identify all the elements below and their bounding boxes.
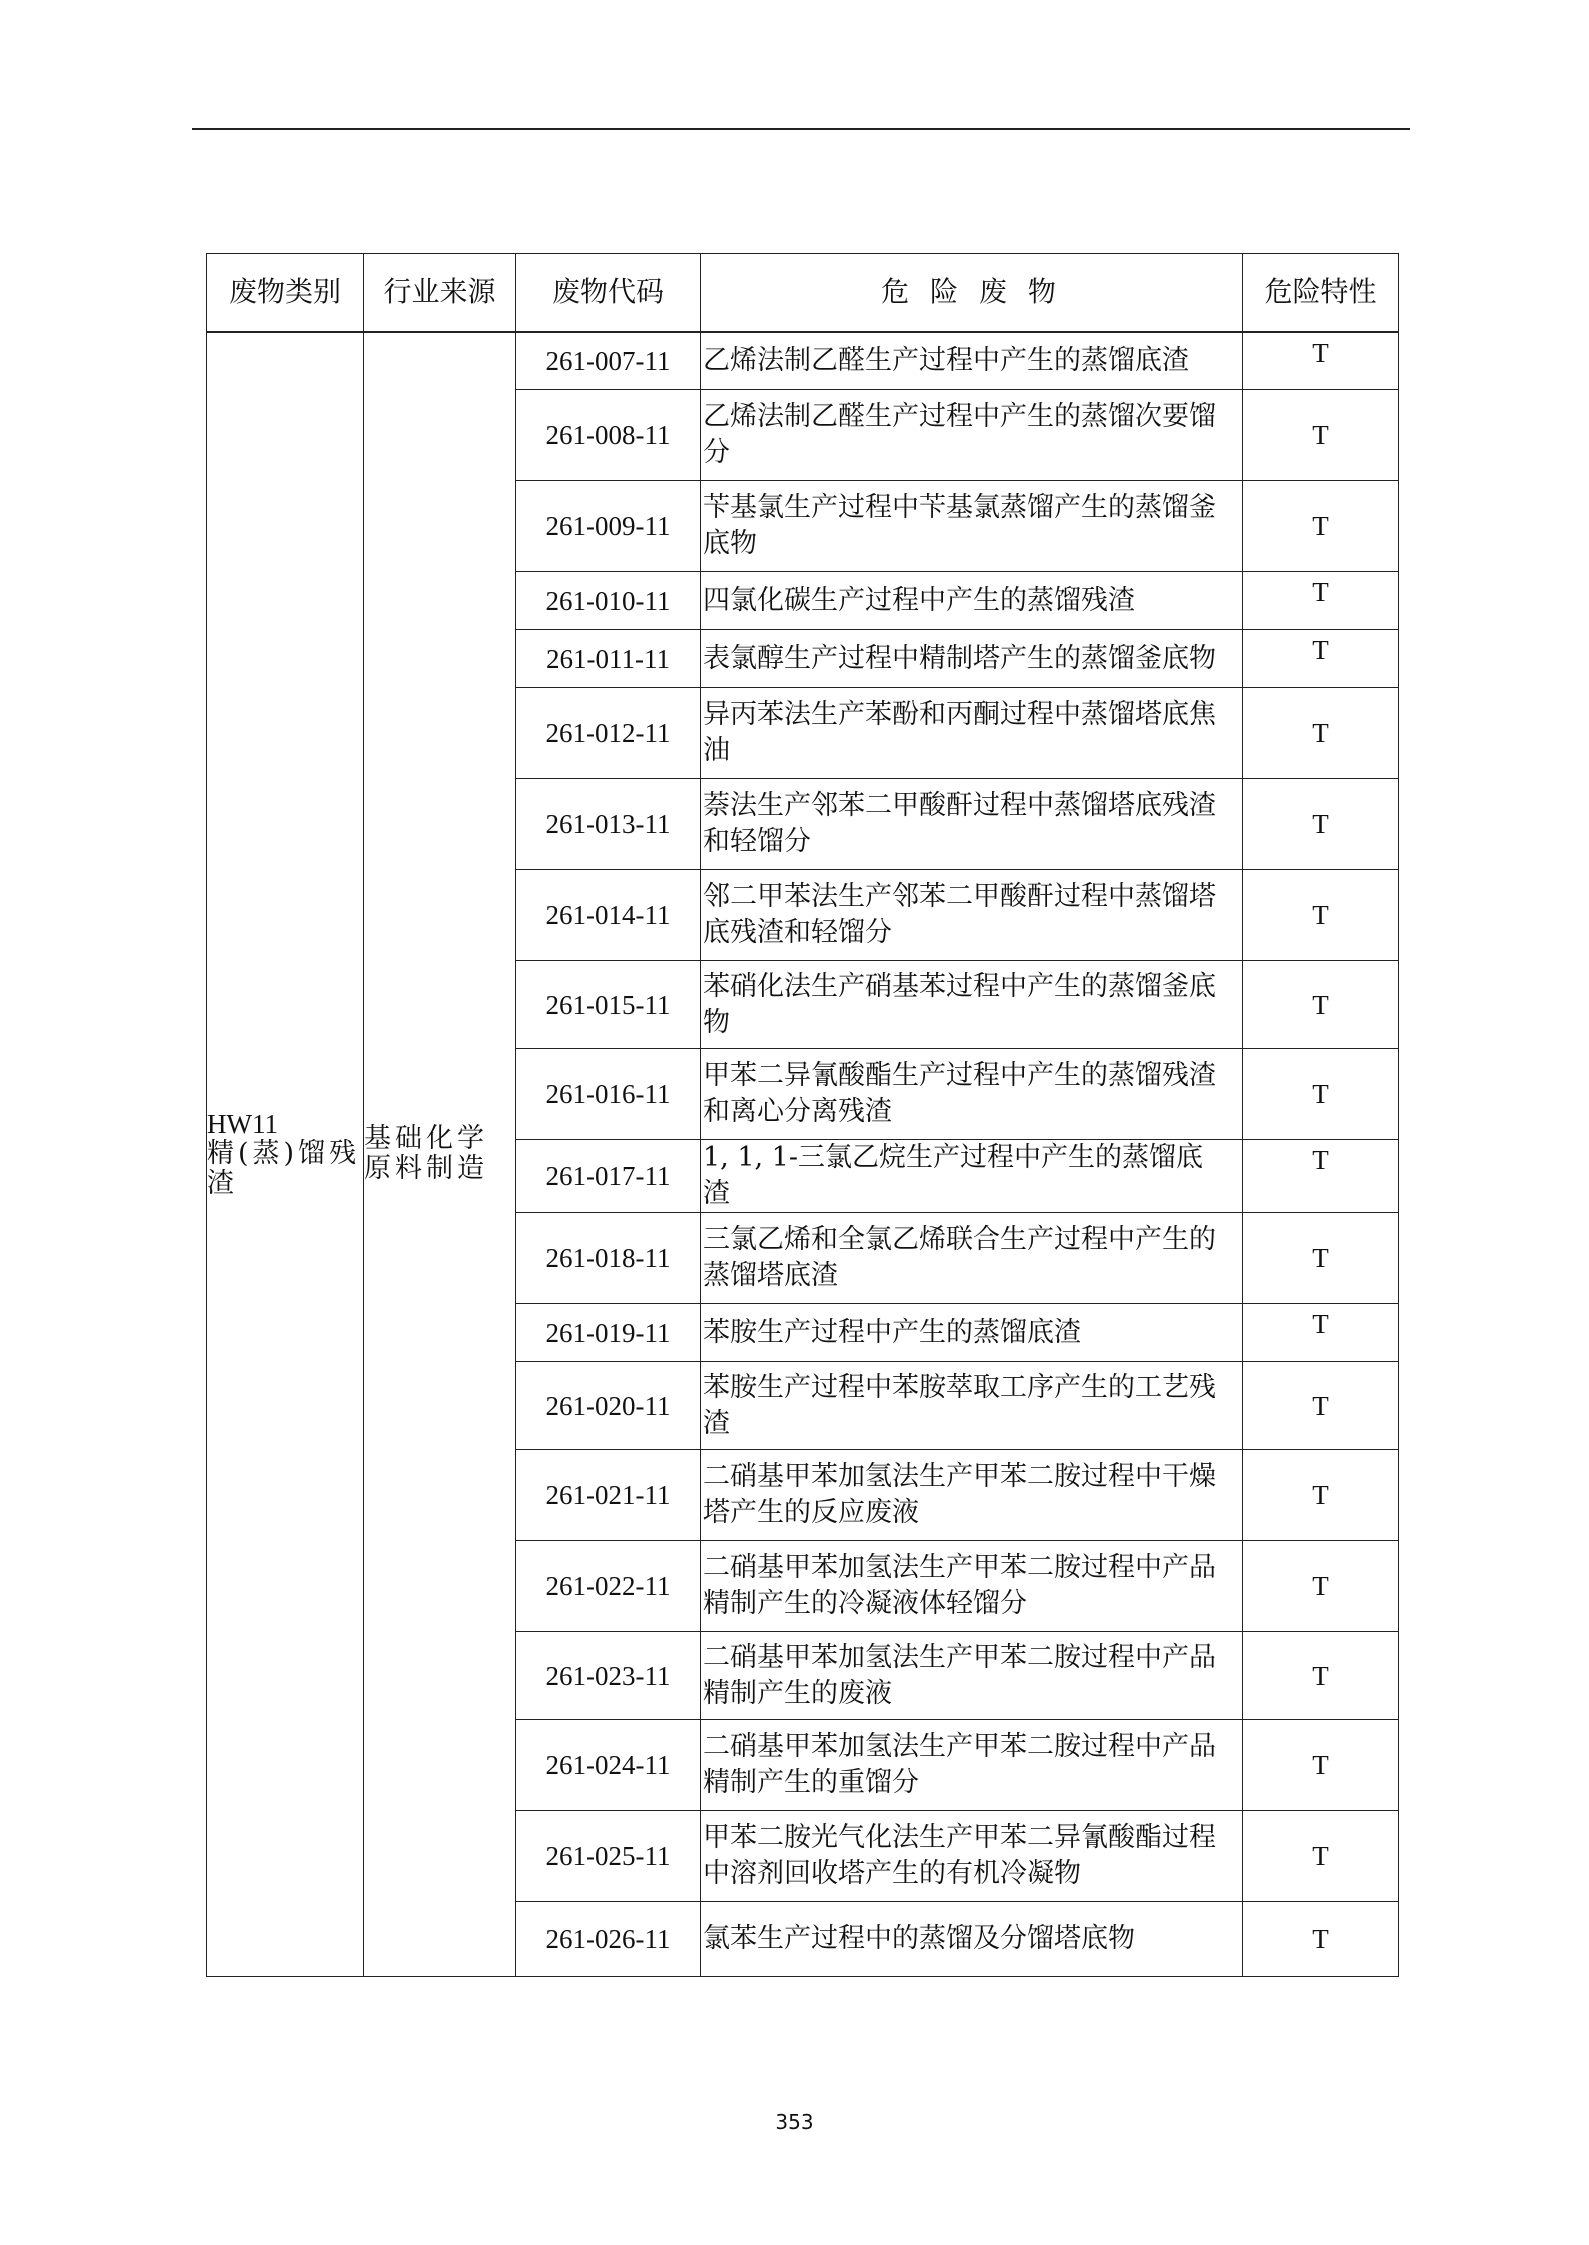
hazard-characteristic: T (1243, 332, 1399, 390)
hazard-characteristic: T (1243, 1811, 1399, 1902)
waste-description: 苯胺生产过程中产生的蒸馏底渣 (701, 1304, 1243, 1362)
category-cell (207, 332, 364, 1977)
hazard-characteristic: T (1243, 572, 1399, 630)
waste-code: 261-012-11 (516, 688, 701, 779)
table-row (207, 332, 1399, 390)
waste-description: 乙烯法制乙醛生产过程中产生的蒸馏次要馏分 (701, 390, 1243, 481)
table-header-row (207, 254, 1399, 332)
waste-description: 乙烯法制乙醛生产过程中产生的蒸馏底渣 (701, 332, 1243, 390)
industry-cell (364, 332, 516, 1977)
waste-code: 261-010-11 (516, 572, 701, 630)
category-code: HW11 (207, 1109, 278, 1140)
hazard-characteristic: T (1243, 870, 1399, 961)
hazard-characteristic: T (1243, 779, 1399, 870)
hazard-characteristic: T (1243, 1213, 1399, 1304)
waste-description: 甲苯二异氰酸酯生产过程中产生的蒸馏残渣和离心分离残渣 (701, 1049, 1243, 1140)
waste-code: 261-014-11 (516, 870, 701, 961)
hazard-characteristic: T (1243, 390, 1399, 481)
waste-code: 261-013-11 (516, 779, 701, 870)
hazard-characteristic: T (1243, 1362, 1399, 1450)
waste-code: 261-011-11 (516, 630, 701, 688)
waste-code: 261-009-11 (516, 481, 701, 572)
waste-code: 261-022-11 (516, 1541, 701, 1632)
hazard-characteristic: T (1243, 961, 1399, 1049)
hazard-characteristic: T (1243, 1140, 1399, 1213)
waste-code: 261-008-11 (516, 390, 701, 481)
waste-description: 三氯乙烯和全氯乙烯联合生产过程中产生的蒸馏塔底渣 (701, 1213, 1243, 1304)
waste-description: 邻二甲苯法生产邻苯二甲酸酐过程中蒸馏塔底残渣和轻馏分 (701, 870, 1243, 961)
waste-description: 氯苯生产过程中的蒸馏及分馏塔底物 (701, 1902, 1243, 1977)
hazardous-waste-table (206, 253, 1399, 1977)
waste-code: 261-020-11 (516, 1362, 701, 1450)
waste-code: 261-007-11 (516, 332, 701, 390)
header-code: 废物代码 (516, 254, 701, 332)
waste-code: 261-019-11 (516, 1304, 701, 1362)
hazard-characteristic: T (1243, 688, 1399, 779)
waste-description: 1, 1, 1-三氯乙烷生产过程中产生的蒸馏底渣 (701, 1140, 1243, 1213)
hazard-characteristic: T (1243, 1720, 1399, 1811)
waste-code: 261-017-11 (516, 1140, 701, 1213)
waste-code: 261-015-11 (516, 961, 701, 1049)
waste-code: 261-016-11 (516, 1049, 701, 1140)
hazard-characteristic: T (1243, 481, 1399, 572)
category-name: 精(蒸)馏残渣 (207, 1138, 361, 1200)
hazard-characteristic: T (1243, 1541, 1399, 1632)
waste-description: 四氯化碳生产过程中产生的蒸馏残渣 (701, 572, 1243, 630)
waste-description: 异丙苯法生产苯酚和丙酮过程中蒸馏塔底焦油 (701, 688, 1243, 779)
waste-code: 261-024-11 (516, 1720, 701, 1811)
header-rule (192, 128, 1410, 130)
hazard-characteristic: T (1243, 1902, 1399, 1977)
hazard-characteristic: T (1243, 1049, 1399, 1140)
waste-code: 261-026-11 (516, 1902, 701, 1977)
waste-description: 甲苯二胺光气化法生产甲苯二异氰酸酯过程中溶剂回收塔产生的有机冷凝物 (701, 1811, 1243, 1902)
waste-description: 苯胺生产过程中苯胺萃取工序产生的工艺残渣 (701, 1362, 1243, 1450)
waste-description: 二硝基甲苯加氢法生产甲苯二胺过程中产品精制产生的冷凝液体轻馏分 (701, 1541, 1243, 1632)
waste-description: 二硝基甲苯加氢法生产甲苯二胺过程中干燥塔产生的反应废液 (701, 1450, 1243, 1541)
waste-description: 二硝基甲苯加氢法生产甲苯二胺过程中产品精制产生的重馏分 (701, 1720, 1243, 1811)
page-number: 353 (775, 2110, 814, 2134)
waste-code: 261-021-11 (516, 1450, 701, 1541)
waste-code: 261-023-11 (516, 1632, 701, 1720)
waste-description: 苄基氯生产过程中苄基氯蒸馏产生的蒸馏釜底物 (701, 481, 1243, 572)
waste-description: 萘法生产邻苯二甲酸酐过程中蒸馏塔底残渣和轻馏分 (701, 779, 1243, 870)
hazard-characteristic: T (1243, 1450, 1399, 1541)
waste-code: 261-018-11 (516, 1213, 701, 1304)
header-waste: 危 险 废 物 (701, 254, 1243, 332)
header-characteristic: 危险特性 (1243, 254, 1399, 332)
industry-name: 基础化学原料制造 (364, 1123, 488, 1185)
hazard-characteristic: T (1243, 1304, 1399, 1362)
waste-description: 苯硝化法生产硝基苯过程中产生的蒸馏釜底物 (701, 961, 1243, 1049)
header-category: 废物类别 (207, 254, 364, 332)
waste-code: 261-025-11 (516, 1811, 701, 1902)
waste-description: 表氯醇生产过程中精制塔产生的蒸馏釜底物 (701, 630, 1243, 688)
header-industry: 行业来源 (364, 254, 516, 332)
hazard-characteristic: T (1243, 1632, 1399, 1720)
hazard-characteristic: T (1243, 630, 1399, 688)
waste-description: 二硝基甲苯加氢法生产甲苯二胺过程中产品精制产生的废液 (701, 1632, 1243, 1720)
